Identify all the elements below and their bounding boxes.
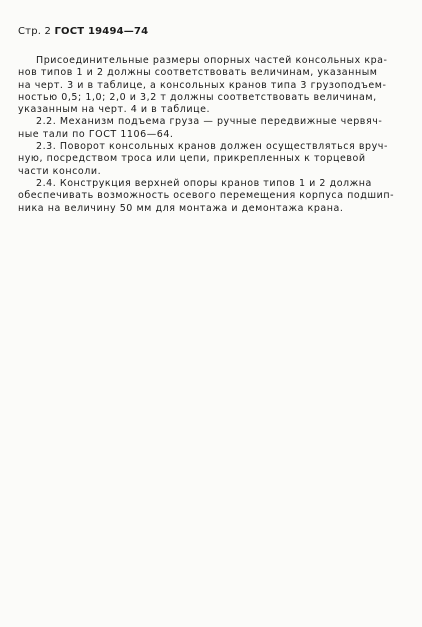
text-line: ника на величину 50 мм для монтажа и демонтажа крана. [18,202,344,214]
text-line: части консоли. [18,165,102,177]
text-line: 2.2. Механизм подъема груза — ручные передвижные червяч- [36,116,383,128]
text-line: на черт. 3 и в таблице, а консольных кранов типа 3 грузоподъем- [18,79,387,91]
paragraph-2-2 [18,116,402,141]
paragraph-2-3 [18,141,402,178]
text-line: ностью 0,5; 1,0; 2,0 и 3,2 т должны соответствовать величинам, [18,91,377,103]
paragraph-connection-dimensions [18,55,402,116]
text-line: 2.4. Конструкция верхней опоры кранов типов 1 и 2 должна [36,177,372,189]
text-line: ную, посредством троса или цепи, прикрепленных к торцевой [18,153,366,165]
standard-designation: ГОСТ 19494—74 [54,26,149,37]
text-line: указанным на черт. 4 и в таблице. [18,104,211,116]
text-line: обеспечивать возможность осевого перемещения корпуса подшип- [18,190,395,202]
text-line: Присоединительные размеры опорных частей консольных кра- [36,55,388,66]
text-line: нов типов 1 и 2 должны соответствовать величинам, указанным [18,67,378,79]
running-header [18,26,148,37]
text-line: ные тали по ГОСТ 1106—64. [18,128,174,140]
paragraph-2-4 [18,178,402,215]
text-line: 2.3. Поворот консольных кранов должен осуществляться вруч- [36,141,388,153]
page-number: Стр. 2 [18,26,52,37]
body-text [18,55,402,215]
